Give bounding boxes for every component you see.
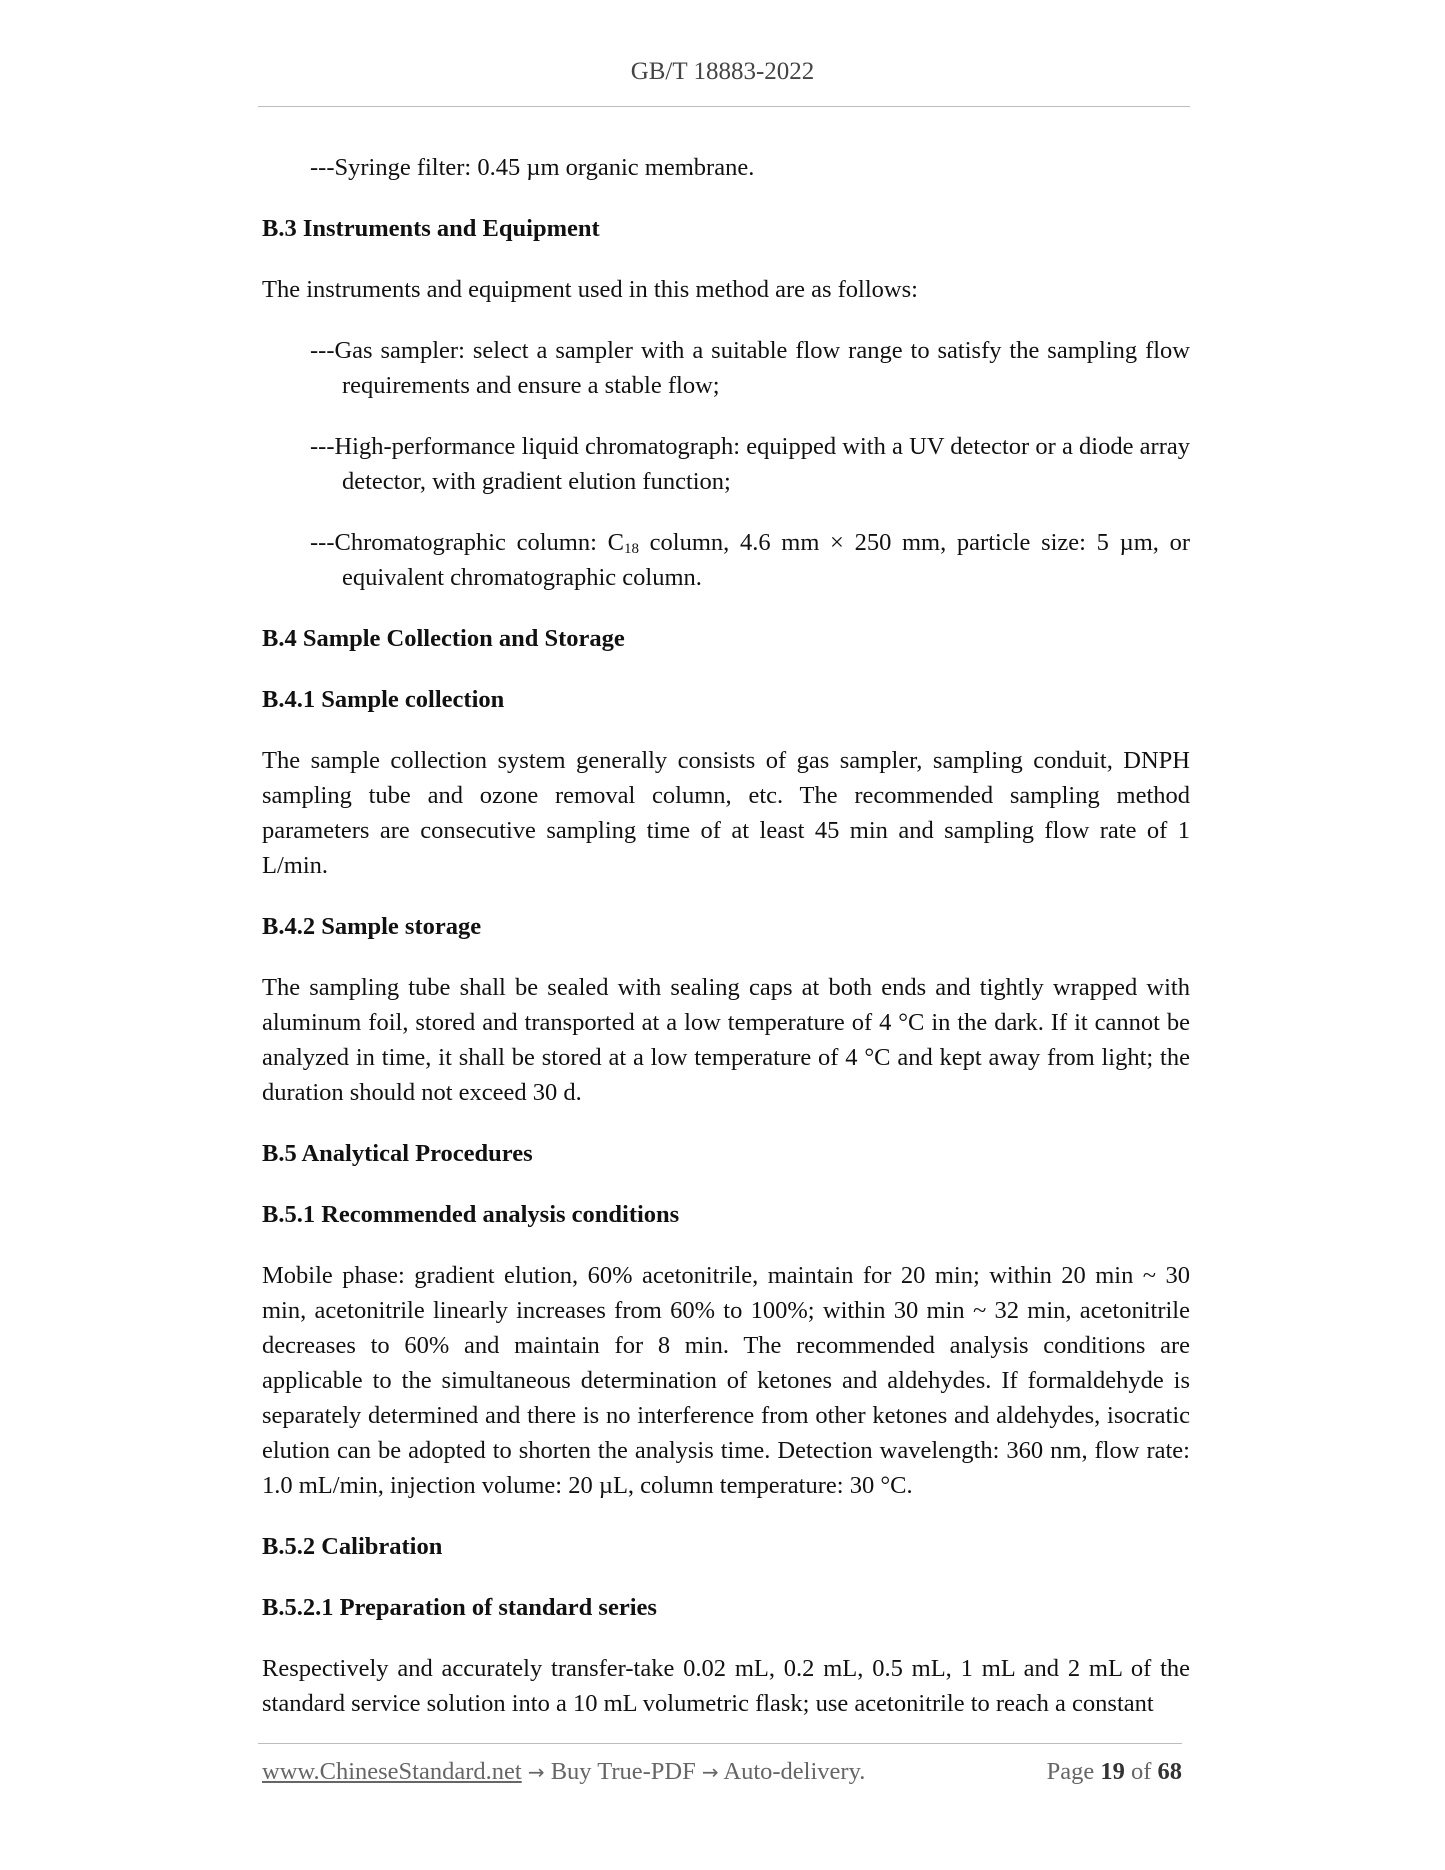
gas-sampler-item: ---Gas sampler: select a sampler with a suitable flow range to satisfy the sampling flow requirements and ensure a stable flow;: [310, 337, 1190, 399]
b41-paragraph: The sample collection system generally consists of gas sampler, sampling conduit, DNPH sampling tube and ozone removal column, etc. The recommended sampling method parameters are consecutive sampling time of at least 45 min and sampling flow rate of 1 L/min.: [262, 747, 1190, 879]
website-link[interactable]: www.ChineseStandard.net: [262, 1758, 522, 1785]
column-item: [262, 525, 1190, 595]
section-heading-b5: B.5 Analytical Procedures: [262, 1140, 533, 1167]
header-divider: [258, 106, 1190, 107]
page-footer: [262, 1758, 1182, 1794]
page-number: 19: [1100, 1758, 1125, 1785]
syringe-filter-item: ---Syringe filter: 0.45 µm organic membrane.: [310, 154, 755, 181]
section-heading-b42: B.4.2 Sample storage: [262, 913, 482, 940]
b3-intro: The instruments and equipment used in this method are as follows:: [262, 276, 918, 303]
column-item-post: column, 4.6 mm × 250 mm, particle size: 5 µm, or equivalent chromatographic column.: [342, 529, 1190, 591]
arrow-right-icon: →: [701, 1760, 719, 1784]
footer-promo: [262, 1758, 865, 1786]
section-heading-b41: B.4.1 Sample collection: [262, 686, 505, 713]
section-heading-b4: B.4 Sample Collection and Storage: [262, 625, 625, 652]
section-heading-b51: B.5.1 Recommended analysis conditions: [262, 1201, 680, 1228]
column-item-subscript: 18: [623, 541, 639, 557]
b51-paragraph: Mobile phase: gradient elution, 60% acetonitrile, maintain for 20 min; within 20 min ~ 30 min, acetonitrile linearly increases from 60% to 100%; within 30 min ~ 32 min, acetonitrile decreases to 60% and maintain for 8 min. The recommended analysis conditions are applicable to the simultaneous determination of ketones and aldehydes. If formaldehyde is separately determined and there is no interference from other ketones and aldehydes, isocratic elution can be adopted to shorten the analysis time. Detection wavelength: 360 nm, flow rate: 1.0 mL/min, injection volume: 20 µL, column temperature: 30 °C.: [262, 1262, 1190, 1499]
b521-paragraph: Respectively and accurately transfer-take 0.02 mL, 0.2 mL, 0.5 mL, 1 mL and 2 mL of the standard service solution into a 10 mL volumetric flask; use acetonitrile to reach a constant: [262, 1655, 1190, 1717]
page-counter: [1047, 1758, 1182, 1786]
hplc-item: ---High-performance liquid chromatograph: equipped with a UV detector or a diode array detector, with gradient elution function;: [310, 433, 1190, 495]
page-header-title: GB/T 18883-2022: [630, 58, 815, 85]
section-heading-b521: B.5.2.1 Preparation of standard series: [262, 1594, 657, 1621]
column-item-pre: ---Chromatographic column: C: [310, 529, 624, 556]
footer-buy-text: Buy True-PDF: [544, 1758, 702, 1785]
page-label: Page: [1046, 1758, 1095, 1785]
b42-paragraph: The sampling tube shall be sealed with sealing caps at both ends and tightly wrapped with aluminum foil, stored and transported at a low temperature of 4 °C in the dark. If it cannot be analyzed in time, it shall be stored at a low temperature of 4 °C and kept away from light; the duration should not exceed 30 d.: [262, 974, 1190, 1106]
page-total: 68: [1157, 1758, 1182, 1785]
section-heading-b52: B.5.2 Calibration: [262, 1533, 443, 1560]
footer-delivery-text: Auto-delivery.: [718, 1758, 866, 1785]
section-heading-b3: B.3 Instruments and Equipment: [262, 215, 600, 242]
footer-divider: [258, 1743, 1182, 1744]
arrow-right-icon: →: [527, 1760, 545, 1784]
document-body: [262, 150, 1190, 1747]
of-label: of: [1130, 1758, 1152, 1785]
